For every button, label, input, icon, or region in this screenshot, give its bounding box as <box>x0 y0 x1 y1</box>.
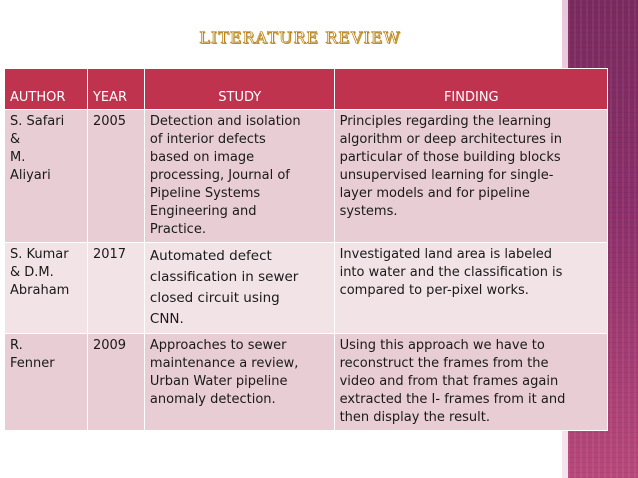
table-row <box>5 334 608 431</box>
header-study: STUDY <box>144 69 334 110</box>
literature-table <box>4 68 608 431</box>
author-line: S. Safari <box>10 114 65 129</box>
author-line: Aliyari <box>10 168 51 183</box>
study-line: Detection and isolation <box>149 114 301 129</box>
author-line: & <box>10 132 21 147</box>
year-cell: 2009 <box>87 334 144 431</box>
author-cell <box>5 243 88 334</box>
study-cell <box>144 334 334 431</box>
finding-line: layer models and for pipeline <box>339 186 530 201</box>
author-line: M. <box>10 150 26 165</box>
study-line: closed circuit using <box>149 290 280 306</box>
author-line: Fenner <box>10 356 55 371</box>
finding-line: particular of those building blocks <box>339 150 561 165</box>
finding-line: extracted the I- frames from it and <box>339 392 566 407</box>
year-cell: 2005 <box>87 110 144 243</box>
author-cell <box>5 110 88 243</box>
study-line: Approaches to sewer <box>149 338 287 353</box>
table-row <box>5 243 608 334</box>
header-finding: FINDING <box>334 69 607 110</box>
author-line: S. Kumar <box>10 247 69 262</box>
table-row <box>5 110 608 243</box>
author-line: & D.M. <box>10 265 54 280</box>
study-line: CNN. <box>149 311 184 327</box>
author-line: R. <box>10 338 23 353</box>
finding-line: Principles regarding the learning <box>339 114 552 129</box>
finding-line: Using this approach we have to <box>339 338 545 353</box>
study-line: Urban Water pipeline <box>149 374 288 389</box>
study-cell <box>144 243 334 334</box>
finding-cell <box>334 334 607 431</box>
finding-cell <box>334 110 607 243</box>
study-line: based on image <box>149 150 255 165</box>
finding-line: then display the result. <box>339 410 490 425</box>
finding-line: unsupervised learning for single- <box>339 168 554 183</box>
finding-line: algorithm or deep architectures in <box>339 132 562 147</box>
study-line: anomaly detection. <box>149 392 276 407</box>
study-line: Practice. <box>149 222 206 237</box>
header-author: AUTHOR <box>5 69 88 110</box>
year-cell: 2017 <box>87 243 144 334</box>
study-cell <box>144 110 334 243</box>
finding-line: video and from that frames again <box>339 374 559 389</box>
finding-line: into water and the classification is <box>339 265 563 280</box>
finding-cell <box>334 243 607 334</box>
study-line: Pipeline Systems <box>149 186 261 201</box>
finding-line: compared to per-pixel works. <box>339 283 529 298</box>
author-line: Abraham <box>10 283 70 298</box>
finding-line: reconstruct the frames from the <box>339 356 549 371</box>
author-cell <box>5 334 88 431</box>
finding-line: Investigated land area is labeled <box>339 247 553 262</box>
study-line: processing, Journal of <box>149 168 290 183</box>
study-line: of interior defects <box>149 132 266 147</box>
study-line: classification in sewer <box>149 269 299 285</box>
study-line: Engineering and <box>149 204 257 219</box>
header-year: YEAR <box>87 69 144 110</box>
study-line: maintenance a review, <box>149 356 299 371</box>
study-line: Automated defect <box>149 248 272 264</box>
table-header-row <box>5 69 608 110</box>
finding-line: systems. <box>339 204 398 219</box>
slide-title: LITERATURE REVIEW <box>199 28 401 47</box>
